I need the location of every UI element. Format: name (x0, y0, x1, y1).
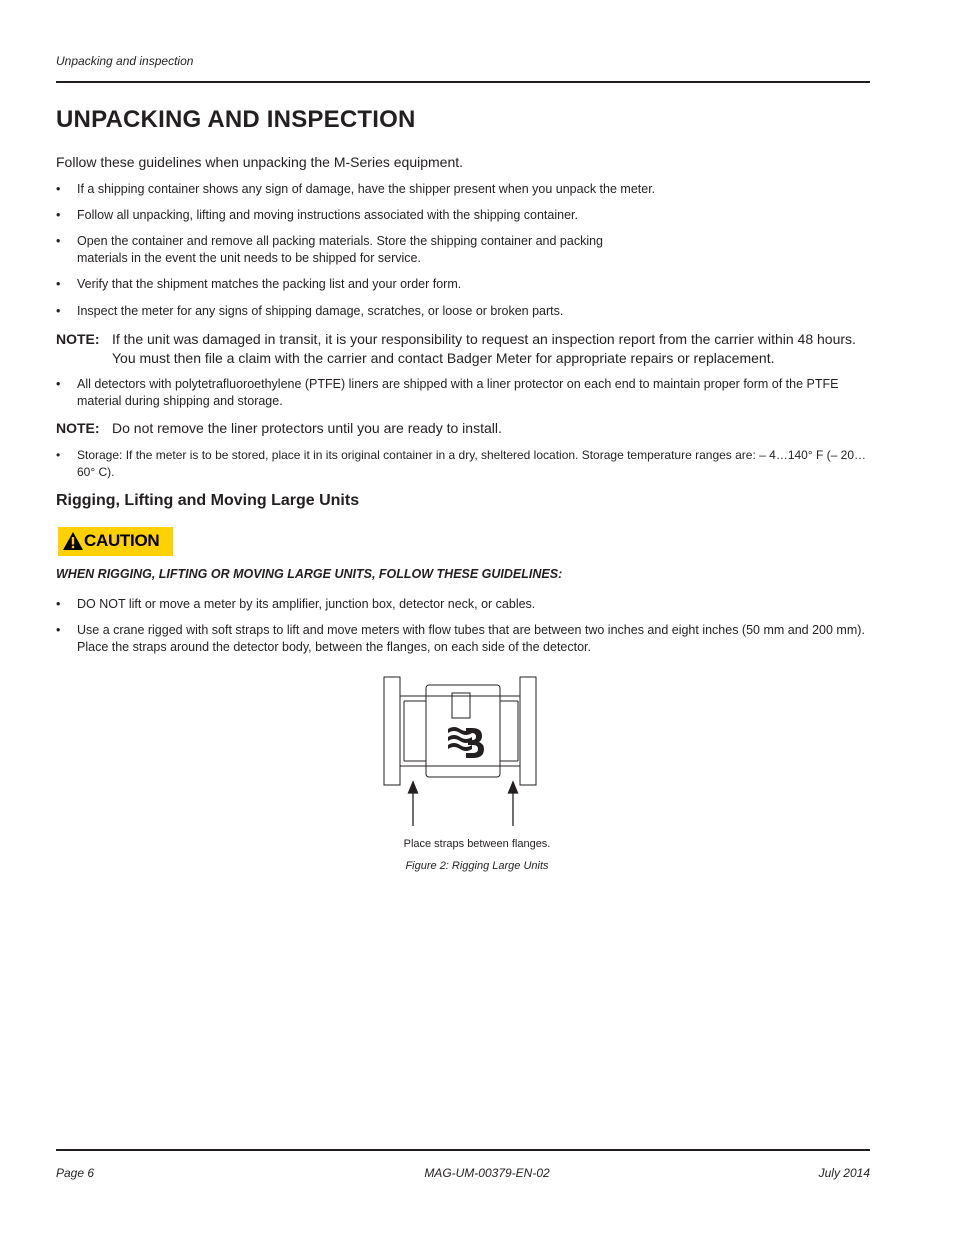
intro-paragraph: Follow these guidelines when unpacking the M-Series equipment. (56, 154, 464, 170)
list-item: • DO NOT lift or move a meter by its amplifier, junction box, detector neck, or cables. (56, 597, 536, 611)
bullet-dot: • (56, 623, 61, 637)
bullet-dot: • (56, 234, 61, 248)
footer-doc-id: MAG-UM-00379-EN-02 (424, 1166, 550, 1180)
list-item: • Inspect the meter for any signs of shipping damage, scratches, or loose or broken parts. (56, 304, 564, 318)
warning-triangle-icon (63, 532, 83, 550)
bullet-dot: • (56, 377, 61, 391)
section-heading: Rigging, Lifting and Moving Large Units (56, 492, 360, 509)
strap-arrows (409, 782, 518, 826)
footer-rule (56, 1149, 870, 1151)
list-item: • Follow all unpacking, lifting and moving instructions associated with the shipping container. (56, 208, 578, 222)
footer-date: July 2014 (818, 1166, 870, 1180)
caution-warning-text: WHEN RIGGING, LIFTING OR MOVING LARGE UNITS, FOLLOW THESE GUIDELINES: (56, 567, 563, 581)
left-flange (384, 677, 400, 785)
list-item: • Use a crane rigged with soft straps to lift and move meters with flow tubes that are between two inches and eight inches (50 mm and 200 mm). Place the straps around the detector body, between the flanges, on each side of the detector. (56, 623, 865, 654)
list-item: • Open the container and remove all packing materials. Store the shipping container and packing materials in the event the unit needs to be shipped for service. (56, 234, 604, 265)
figure-caption: Figure 2: Rigging Large Units (405, 860, 549, 872)
footer-page-number: Page 6 (56, 1166, 95, 1180)
figure-callout: Place straps between flanges. (403, 838, 551, 850)
note-text: If the unit was damaged in transit, it is your responsibility to request an inspection report from the carrier within 48 hours. You must then file a claim with the carrier and contact Badger Meter for appropriate repairs or replacement. (112, 331, 856, 366)
note-label: NOTE: (56, 331, 100, 347)
right-flange (520, 677, 536, 785)
bullet-dot: • (56, 277, 61, 291)
list-item: • If a shipping container shows any sign of damage, have the shipper present when you unpack the meter. (56, 182, 656, 196)
page-title: UNPACKING AND INSPECTION (56, 106, 416, 133)
note-liner (56, 419, 870, 438)
rigging-diagram (380, 674, 550, 834)
caution-badge (58, 527, 173, 556)
caution-label: CAUTION (84, 531, 160, 550)
note-damage (56, 330, 870, 368)
list-item: • All detectors with polytetrafluoroethylene (PTFE) liners are shipped with a liner protector on each end to maintain proper form of the PTFE material during shipping and storage. (56, 377, 839, 408)
bullet-dot: • (56, 304, 61, 318)
bullet-dot: • (56, 597, 61, 611)
note-label: NOTE: (56, 420, 100, 436)
bullet-dot: • (56, 182, 61, 196)
badger-logo-icon (448, 727, 484, 758)
bullet-dot: • (56, 448, 61, 462)
running-header: Unpacking and inspection (56, 54, 194, 68)
list-item: • Storage: If the meter is to be stored, place it in its original container in a dry, sheltered location. Storage temperature ranges are: – 4…140° F (– 20…60° C). (56, 448, 866, 479)
list-item: • Verify that the shipment matches the packing list and your order form. (56, 277, 462, 291)
bullet-dot: • (56, 208, 61, 222)
header-rule (56, 81, 870, 83)
note-text: Do not remove the liner protectors until you are ready to install. (112, 420, 502, 436)
